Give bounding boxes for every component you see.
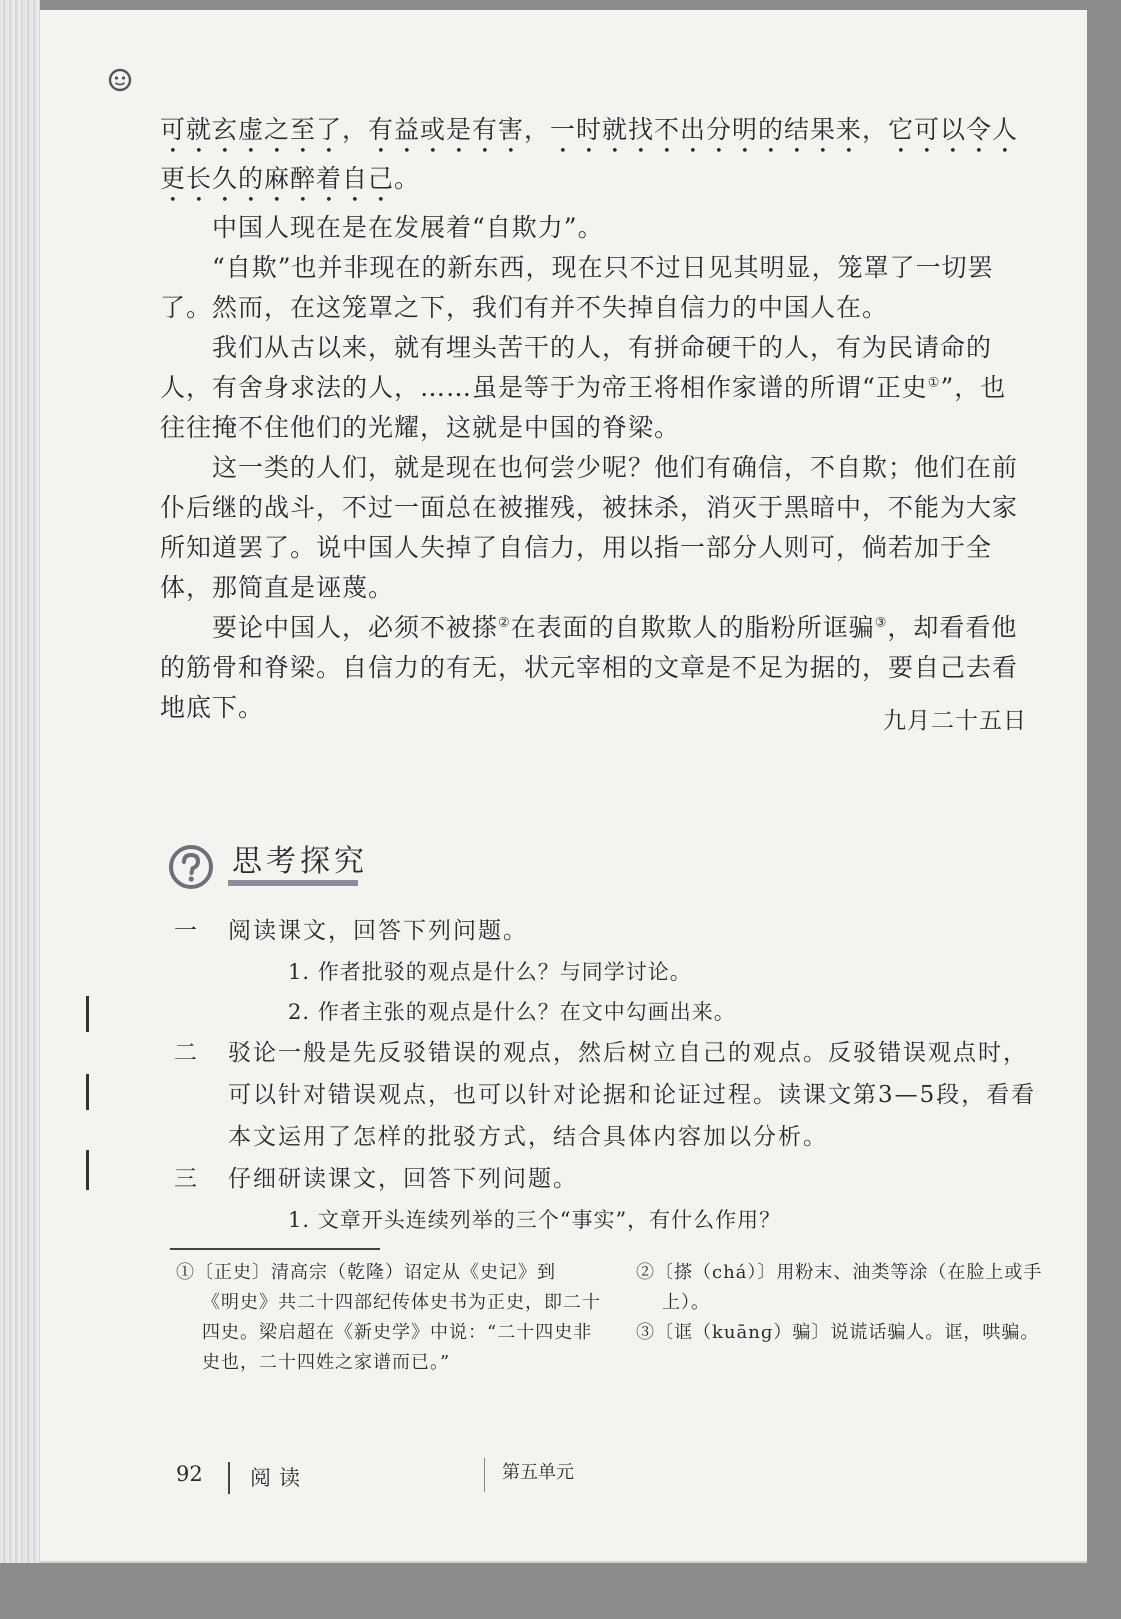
question-text: 仔细研读课文，回答下列问题。 [228,1166,578,1192]
question-number: 一 [174,918,197,944]
question-mark-icon [168,844,214,890]
folio-divider [484,1458,485,1492]
question-text: 驳论一般是先反驳错误的观点，然后树立自己的观点。反驳错误观点时，可以针对错误观点，也可以针对论据和论证过程。读课文第3—5段，看看本文运用了怎样的批驳方式，结合具体内容加以分析。 [228,1040,1037,1150]
footnote-3: ③〔诓（kuānɡ）骗〕说谎话骗人。诓，哄骗。 [636,1322,1040,1343]
exercise-list [170,910,1050,1240]
question-1 [170,910,1050,1032]
section-title: 思考探究 [232,844,368,879]
scan-border-right [1087,0,1121,1619]
section-underline [228,880,358,886]
question-number: 二 [174,1040,197,1066]
question-2 [170,1032,1050,1158]
page-number: 92 [176,1462,203,1486]
scan-border-top [0,0,1121,10]
margin-mark [86,1150,89,1190]
sub-question: 1. 文章开头连续列举的三个“事实”，有什么作用？ [288,1208,782,1232]
paragraph-2: 中国人现在是在发展着“自欺力”。 [212,213,604,242]
scan-border-bottom [0,1563,1121,1619]
folio-section: 阅读 [250,1466,308,1490]
footnote-1: ①〔正史〕清高宗（乾隆）诏定从《史记》到 [176,1262,556,1283]
footnotes-right [636,1258,1052,1348]
footnote-rule [170,1248,380,1250]
smiley-face-icon [108,68,132,92]
footnote-ref-3[interactable]: ③ [874,615,888,631]
paragraph-6: 要论中国人，必须不被搽②在表面的自欺欺人的脂粉所诓骗③，却看看他的筋骨和脊梁。自信力的有无，状元宰相的文章是不足为据的，要自己去看地底下。 [160,613,1019,722]
essay-body [160,110,1030,728]
book-page-edges [0,0,40,1619]
folio-unit: 第五单元 [502,1462,574,1483]
paragraph-1: 可就玄虚之至了，有益或是有害，一时就找不出分明的结果来，它可以令人更长久的麻醉着自己。 [160,115,1019,193]
footnote-ref-1[interactable]: ① [927,375,941,391]
footnotes-left [176,1258,606,1378]
paragraph-3: “自欺”也并非现在的新东西，现在只不过日见其明显，笼罩了一切罢了。然而，在这笼罩之下，我们有并不失掉自信力的中国人在。 [160,253,994,322]
page-bottom-shadow [40,1561,1087,1563]
folio-divider [228,1462,230,1494]
paragraph-5: 这一类的人们，就是现在也何尝少呢？他们有确信，不自欺；他们在前仆后继的战斗，不过一面总在被摧残，被抹杀，消灭于黑暗中，不能为大家所知道罢了。说中国人失掉了自信力，用以指一部分人则可，倘若加于全体，那简直是诬蔑。 [160,453,1019,602]
footnote-ref-2[interactable]: ② [498,615,511,631]
emphasized-text: 可就玄虚之至了，有益或是有害，一时就找不出分明的结果来，它可以令人更长久的麻醉着自己 [160,115,1019,193]
sub-question: 2. 作者主张的观点是什么？在文中勾画出来。 [288,1000,736,1024]
question-3 [170,1158,1050,1240]
question-text: 阅读课文，回答下列问题。 [228,918,528,944]
essay-date: 九月二十五日 [883,708,1027,734]
footnote-2: ②〔搽（chá）〕用粉末、油类等涂（在脸上或手 [636,1262,1043,1283]
paragraph-4: 我们从古以来，就有埋头苦干的人，有拼命硬干的人，有为民请命的人，有舍身求法的人，……虽是等于为帝王将相作家谱的所谓“正史①”，也往往掩不住他们的光耀，这就是中国的脊梁。 [160,333,1007,442]
margin-mark [86,996,89,1032]
sub-question: 1. 作者批驳的观点是什么？与同学讨论。 [288,960,692,984]
footnote-2-continued: 上）。 [662,1292,710,1313]
margin-mark [86,1074,89,1110]
footnote-1-continued: 《明史》共二十四部纪传体史书为正史，即二十四史。梁启超在《新史学》中说：“二十四史非史也，二十四姓之家谱而已。” [202,1292,601,1373]
question-number: 三 [174,1166,197,1192]
